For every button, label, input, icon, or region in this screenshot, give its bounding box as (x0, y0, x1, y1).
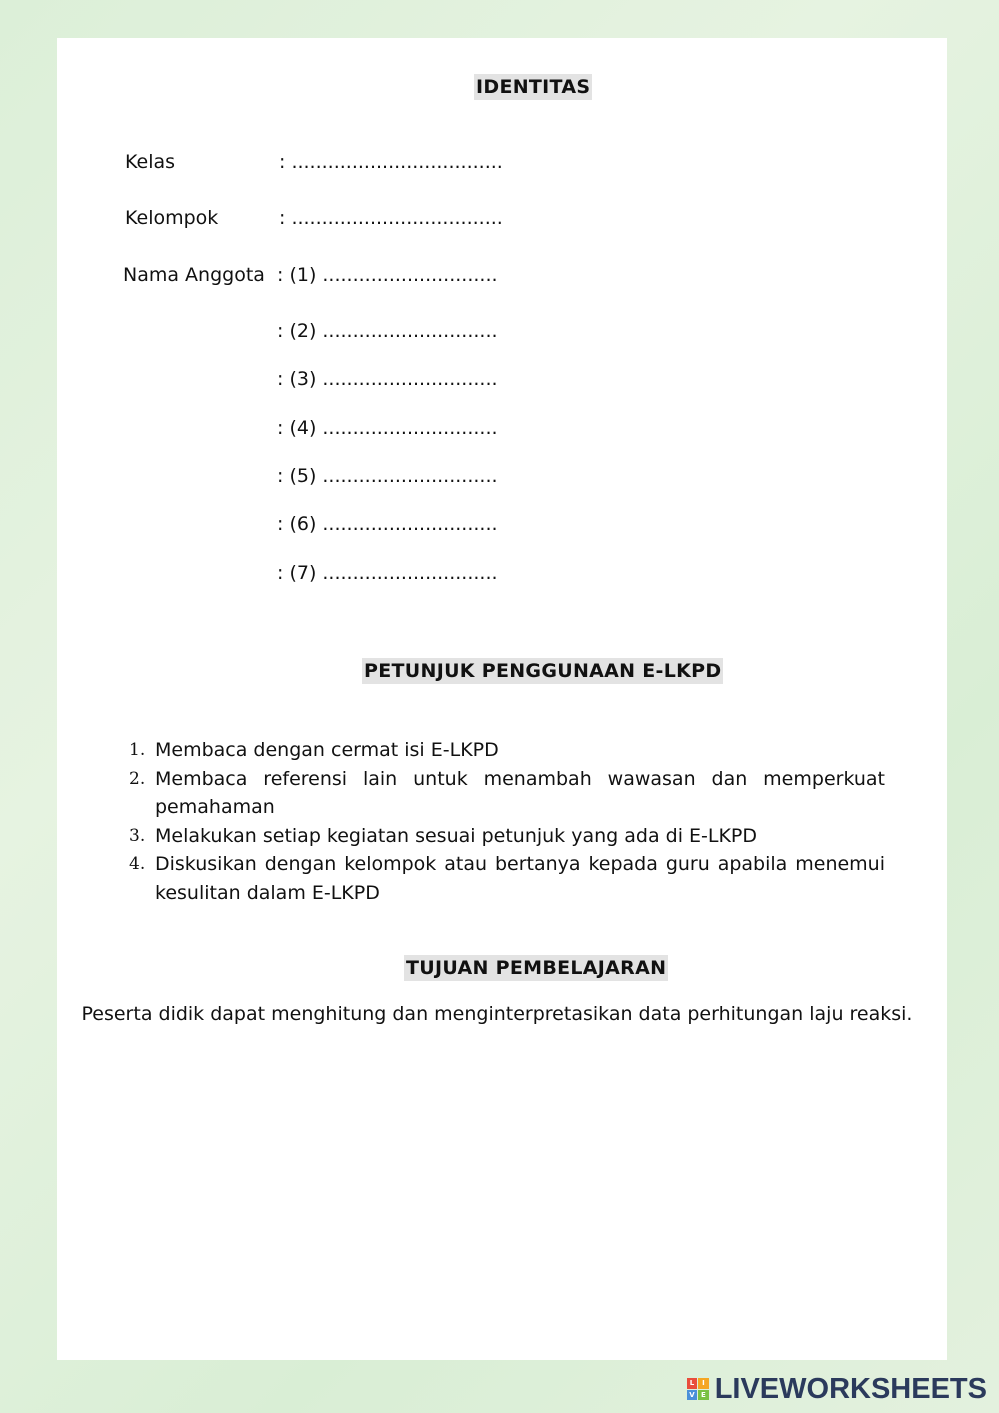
liveworksheets-logo[interactable] (687, 1373, 987, 1405)
list-number: 4. (129, 854, 146, 874)
list-text: Membaca referensi lain untuk menambah wawasan dan memperkuat pemahaman (155, 767, 885, 818)
kelas-field[interactable]: : ................................... (279, 151, 503, 173)
list-item (129, 822, 885, 851)
anggota-field-3[interactable]: : (3) ............................. (277, 368, 498, 390)
logo-tile-i: I (698, 1378, 709, 1389)
logo-tile-v: V (687, 1390, 698, 1401)
list-number: 3. (129, 825, 146, 846)
anggota-field-1[interactable]: : (1) ............................. (277, 264, 498, 286)
tujuan-heading: TUJUAN PEMBELAJARAN (406, 957, 667, 979)
list-number: 2. (129, 768, 146, 789)
petunjuk-heading: PETUNJUK PENGGUNAAN E-LKPD (364, 660, 722, 682)
list-item (129, 765, 885, 822)
identitas-heading: IDENTITAS (476, 76, 591, 98)
list-item (129, 736, 885, 765)
anggota-label: Nama Anggota (123, 264, 265, 286)
anggota-field-7[interactable]: : (7) ............................. (277, 562, 498, 584)
anggota-field-6[interactable]: : (6) ............................. (277, 513, 498, 535)
list-text: Diskusikan dengan kelompok atau bertanya kepada guru apabila menemui kesulitan dalam E-LKPD (155, 853, 885, 904)
tujuan-text: Peserta didik dapat menghitung dan menginterpretasikan data perhitungan laju reaksi. (81, 1003, 913, 1025)
liveworksheets-icon (687, 1378, 709, 1400)
logo-tile-l: L (687, 1378, 698, 1389)
petunjuk-list (129, 736, 885, 907)
list-text: Membaca dengan cermat isi E-LKPD (155, 739, 499, 761)
kelompok-label: Kelompok (125, 207, 219, 229)
worksheet-page (57, 38, 947, 1360)
anggota-field-5[interactable]: : (5) ............................. (277, 465, 498, 487)
kelompok-field[interactable]: : ................................... (279, 207, 503, 229)
list-item (129, 850, 885, 907)
logo-tile-e: E (698, 1390, 709, 1401)
liveworksheets-wordmark: LIVEWORKSHEETS (714, 1372, 987, 1405)
list-number: 1. (129, 740, 146, 760)
anggota-field-4[interactable]: : (4) ............................. (277, 417, 498, 439)
list-text: Melakukan setiap kegiatan sesuai petunjuk yang ada di E-LKPD (155, 824, 758, 847)
anggota-field-2[interactable]: : (2) ............................. (277, 320, 498, 342)
kelas-label: Kelas (125, 151, 176, 173)
